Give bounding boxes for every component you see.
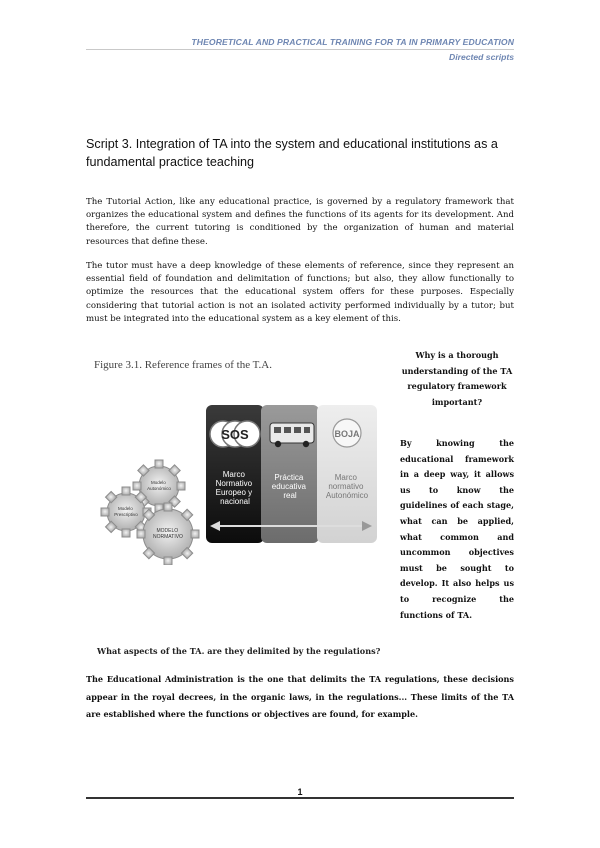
sos-badge-icon bbox=[210, 421, 260, 447]
header-course-title: THEORETICAL AND PRACTICAL TRAINING FOR TA IN PRIMARY EDUCATION bbox=[191, 37, 514, 47]
paragraph-2: The tutor must have a deep knowledge of these elements of reference, since they represent an essential field of foundation and delimitation of functions; but also, they allow functionally to optimize the resources that the educational system offers for these purposes. Especially considering that tutorial action is not an isolated activity performed individually by a tutor; but must be integrated into the educational system as a key element of this. bbox=[86, 261, 514, 324]
svg-text:Marco Normativo Europe: Marco Normativo Europeo y nacional bbox=[215, 470, 253, 506]
sidebar-question: Why is a thorough understanding of the TA regulatory framework important? bbox=[401, 350, 513, 407]
svg-text:MODELO NORMATIVO: MODELO NORMATIVO bbox=[153, 528, 183, 540]
svg-text:SOS: SOS bbox=[221, 427, 249, 442]
svg-text:Marco normativo Autonó: Marco normativo Autonómico bbox=[325, 473, 369, 500]
header-divider bbox=[86, 49, 514, 50]
answer-2: The Educational Administration is the one that delimits the TA regulations, these decisions appear in the royal decrees, in the organic laws, in the regulations... These limits of the TA are established where the functions or objectives are found, for example. bbox=[86, 674, 514, 720]
footer-divider bbox=[86, 797, 514, 799]
paragraph-1: The Tutorial Action, like any educational practice, is governed by a regulatory framework that organizes the educational system and defines the functions of its agents for its development. And therefore, the current tutoring is conditioned by the organization of human and material resources that define these. bbox=[86, 197, 514, 247]
svg-text:BOJA: BOJA bbox=[334, 429, 360, 439]
gears-icon bbox=[101, 460, 199, 565]
svg-text:Modelo Prescriptivo: Modelo Prescriptivo bbox=[114, 506, 138, 517]
sidebar-answer: By knowing the educational framework in a deep way, it allows us to know the guidelines of each stage, what can be applied, what common and uncommon objectives must be sought to develop. It also helps us to recognize the functions of TA. bbox=[400, 438, 514, 620]
question-2: What aspects of the TA. are they delimited by the regulations? bbox=[97, 646, 381, 656]
svg-text:Práctica educativa rea: Práctica educativa real bbox=[271, 473, 307, 500]
boja-badge-icon bbox=[333, 419, 361, 447]
figure-caption: Figure 3.1. Reference frames of the T.A. bbox=[94, 359, 272, 371]
page-number: 1 bbox=[297, 787, 303, 797]
reference-frames-figure bbox=[86, 400, 386, 565]
svg-text:Modelo Autonómico: Modelo Autonómico bbox=[147, 480, 171, 491]
header-subtitle: Directed scripts bbox=[449, 52, 514, 62]
script-title: Script 3. Integration of TA into the system and educational institutions as a fundamental practice teaching bbox=[86, 137, 498, 169]
